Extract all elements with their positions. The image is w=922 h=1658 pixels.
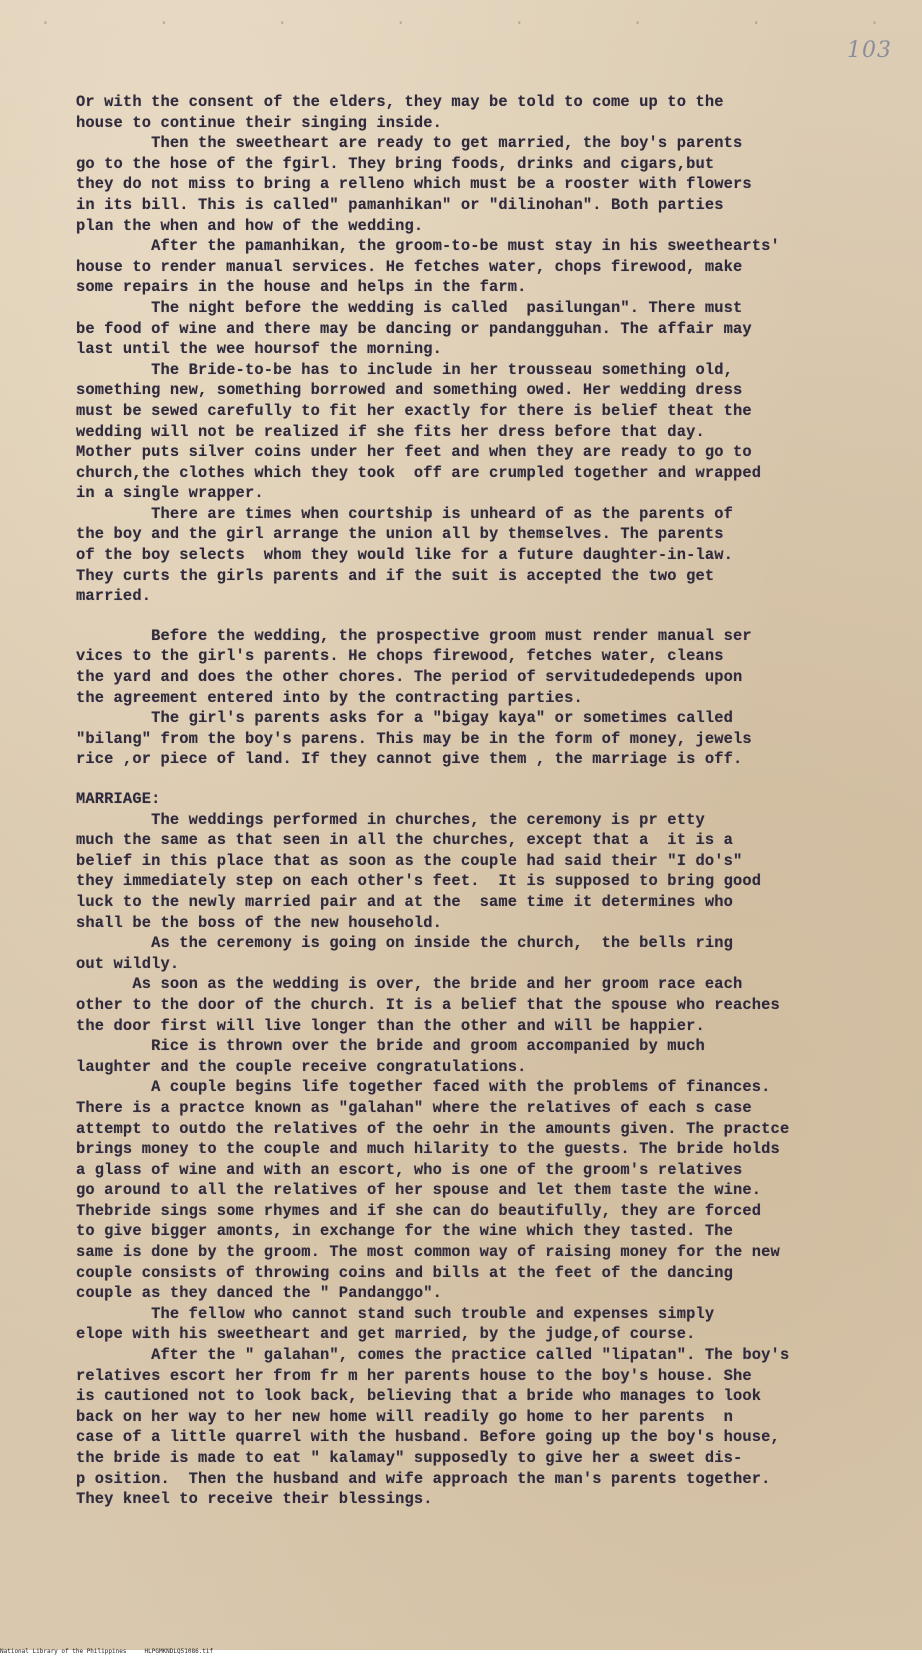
text-line: the yard and does the other chores. The period of servitudedepends upon bbox=[76, 668, 743, 687]
text-line: the agreement entered into by the contracting parties. bbox=[76, 688, 583, 707]
text-line: of the boy selects whom they would like for a future daughter-in-law. bbox=[76, 546, 734, 565]
text-line: MARRIAGE: bbox=[76, 790, 161, 808]
text-line: a glass of wine and with an escort, who is one of the groom's relatives bbox=[76, 1160, 743, 1179]
text-line: There is a practce known as "galahan" where the relatives of each s case bbox=[76, 1098, 752, 1117]
text-line: case of a little quarrel with the husband. Before going up the boy's house, bbox=[76, 1428, 780, 1447]
text-line: A couple begins life together faced with the problems of finances. bbox=[76, 1078, 771, 1097]
text-line: in its bill. This is called" pamanhikan" or "dilinohan". Both parties bbox=[76, 195, 724, 214]
text-line: The night before the wedding is called pasilungan". There must bbox=[76, 298, 743, 317]
text-line: After the " galahan", comes the practice called "lipatan". The boy's bbox=[76, 1346, 790, 1365]
text-line: p osition. Then the husband and wife approach the man's parents together. bbox=[76, 1469, 771, 1488]
text-line: house to continue their singing inside. bbox=[76, 113, 443, 132]
text-line: the bride is made to eat " kalamay" supposedly to give her a sweet dis- bbox=[76, 1449, 743, 1467]
text-line: There are times when courtship is unheard of as the parents of bbox=[76, 504, 734, 523]
text-line: house to render manual services. He fetches water, chops firewood, make bbox=[76, 257, 743, 276]
text-line: Or with the consent of the elders, they may be told to come up to the bbox=[76, 93, 724, 111]
text-line: As the ceremony is going on inside the church, the bells ring bbox=[76, 934, 734, 953]
text-line: they immediately step on each other's feet. It is supposed to bring good bbox=[76, 872, 762, 891]
text-line: attempt to outdo the relatives of the oehr in the amounts given. The practce bbox=[76, 1119, 790, 1138]
text-line: in a single wrapper. bbox=[76, 484, 264, 503]
text-line: plan the when and how of the wedding. bbox=[76, 216, 424, 235]
text-line: They kneel to receive their blessings. bbox=[76, 1490, 433, 1509]
text-line: the boy and the girl arrange the union all by themselves. The parents bbox=[76, 525, 724, 544]
text-line: other to the door of the church. It is a belief that the spouse who reaches bbox=[76, 995, 780, 1014]
page-number: 103 bbox=[847, 38, 892, 63]
text-line: same is done by the groom. The most common way of raising money for the new bbox=[76, 1243, 780, 1262]
text-line: Then the sweetheart are ready to get married, the boy's parents bbox=[76, 134, 743, 153]
text-line: some repairs in the house and helps in the farm. bbox=[76, 278, 527, 297]
scan-edge-marks: · · · · · · · · bbox=[40, 14, 880, 34]
text-line: shall be the boss of the new household. bbox=[76, 913, 443, 932]
text-line: vices to the girl's parents. He chops firewood, fetches water, cleans bbox=[76, 647, 724, 666]
text-line: out wildly. bbox=[76, 954, 180, 973]
text-line: they do not miss to bring a relleno which must be a rooster with flowers bbox=[76, 175, 752, 194]
text-line: "bilang" from the boy's parens. This may be in the form of money, jewels bbox=[76, 729, 752, 748]
text-line: go to the hose of the fgirl. They bring foods, drinks and cigars,but bbox=[76, 154, 715, 173]
text-line: Before the wedding, the prospective groom must render manual ser bbox=[76, 626, 752, 645]
text-line: luck to the newly married pair and at the same time it determines who bbox=[76, 892, 734, 911]
text-line: brings money to the couple and much hilarity to the guests. The bride holds bbox=[76, 1140, 780, 1159]
text-line: rice ,or piece of land. If they cannot give them , the marriage is off. bbox=[76, 750, 743, 769]
text-line: go around to all the relatives of her spouse and let them taste the wine. bbox=[76, 1181, 762, 1200]
text-line: After the pamanhikan, the groom-to-be must stay in his sweethearts' bbox=[76, 237, 780, 256]
text-line: Rice is thrown over the bride and groom accompanied by much bbox=[76, 1037, 705, 1056]
text-line: The Bride-to-be has to include in her trousseau something old, bbox=[76, 360, 734, 379]
text-line: belief in this place that as soon as the couple had said their "I do's" bbox=[76, 851, 743, 870]
text-line: laughter and the couple receive congratulations. bbox=[76, 1057, 527, 1076]
text-line: married. bbox=[76, 587, 152, 606]
text-line: The girl's parents asks for a "bigay kaya" or sometimes called bbox=[76, 709, 734, 728]
text-line: couple consists of throwing coins and bills at the feet of the dancing bbox=[76, 1263, 734, 1282]
text-line: wedding will not be realized if she fits her dress before that day. bbox=[76, 422, 705, 441]
text-line: much the same as that seen in all the churches, except that a it is a bbox=[76, 831, 734, 850]
text-line: They curts the girls parents and if the suit is accepted the two get bbox=[76, 566, 715, 585]
text-line: something new, something borrowed and something owed. Her wedding dress bbox=[76, 381, 743, 400]
document-text bbox=[76, 92, 896, 1510]
text-line: As soon as the wedding is over, the bride and her groom race each bbox=[76, 975, 743, 994]
text-line: is cautioned not to look back, believing that a bride who manages to look bbox=[76, 1387, 762, 1406]
text-line: couple as they danced the " Pandanggo". bbox=[76, 1284, 443, 1303]
text-line: The weddings performed in churches, the ceremony is pr etty bbox=[76, 810, 705, 829]
text-line: Thebride sings some rhymes and if she can do beautifully, they are forced bbox=[76, 1201, 762, 1220]
text-line: back on her way to her new home will readily go home to her parents n bbox=[76, 1407, 734, 1426]
scan-footer-label: National Library of the Philippines HLPGMKNDLQ51086.tif bbox=[0, 1648, 214, 1655]
text-line: to give bigger amonts, in exchange for the wine which they tasted. The bbox=[76, 1222, 734, 1241]
text-line: church,the clothes which they took off are crumpled together and wrapped bbox=[76, 463, 762, 482]
text-line: be food of wine and there may be dancing or pandangguhan. The affair may bbox=[76, 319, 752, 338]
text-line: relatives escort her from fr m her parents house to the boy's house. She bbox=[76, 1366, 752, 1385]
text-line: must be sewed carefully to fit her exactly for there is belief theat the bbox=[76, 401, 752, 420]
text-line: Mother puts silver coins under her feet and when they are ready to go to bbox=[76, 443, 752, 462]
text-line: the door first will live longer than the other and will be happier. bbox=[76, 1016, 705, 1035]
text-line: last until the wee hoursof the morning. bbox=[76, 340, 443, 359]
text-line: elope with his sweetheart and get married, by the judge,of course. bbox=[76, 1325, 696, 1344]
text-line: The fellow who cannot stand such trouble and expenses simply bbox=[76, 1304, 715, 1323]
